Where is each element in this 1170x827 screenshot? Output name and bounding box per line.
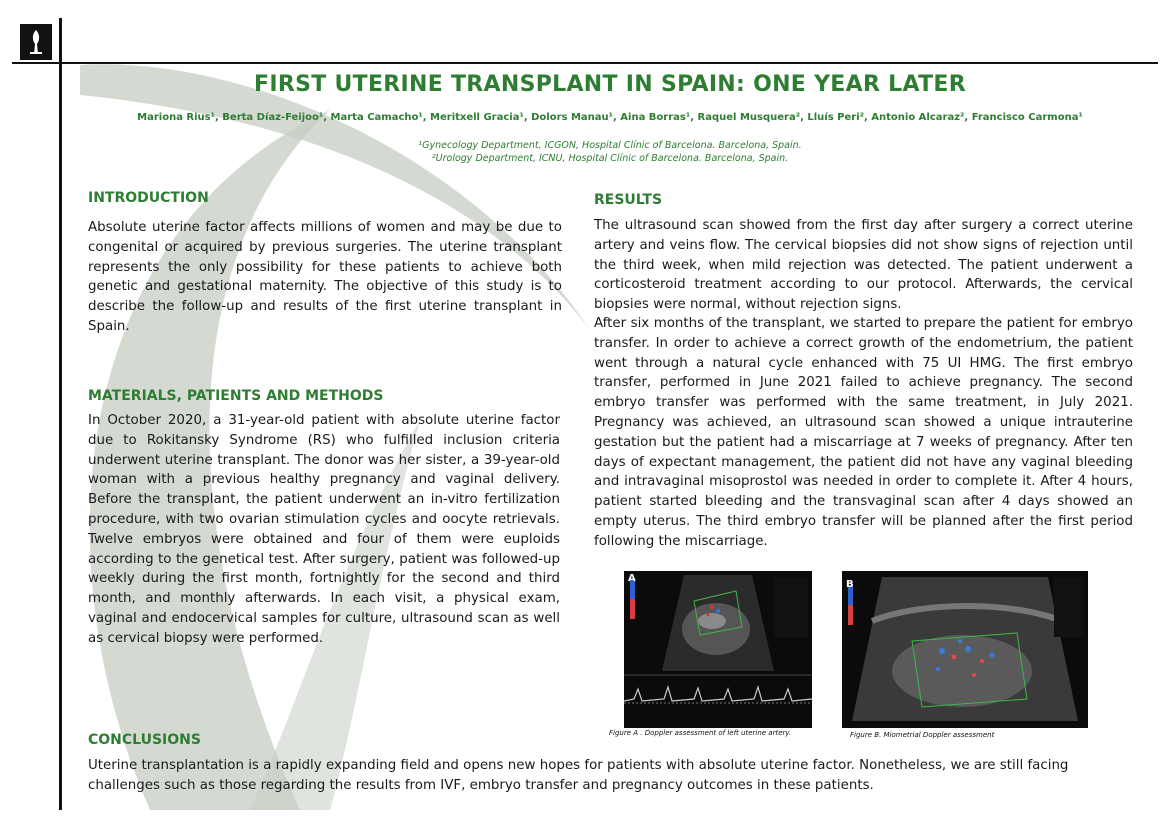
ultrasound-b-graphic (842, 571, 1088, 728)
affiliation-1: ¹Gynecology Department, ICGON, Hospital Clínic of Barcelona. Barcelona, Spain. (418, 140, 802, 151)
figure-b-caption: Figure B. Miometrial Doppler assessment (850, 731, 995, 739)
methods-heading: MATERIALS, PATIENTS AND METHODS (88, 388, 384, 404)
results-heading: RESULTS (594, 192, 663, 208)
results-text-1: The ultrasound scan showed from the first day after surgery a correct uterine artery and veins flow. The cervical biopsies did not show signs of rejection until the third week, when mild rejection was detected. The patient underwent a corticosteroid treatment according to our protocol. Afterwards, the cervical biopsies were normal, without rejection signs. (594, 218, 1133, 313)
introduction-text: Absolute uterine factor affects millions of women and may be due to congenital or acquired by previous surgeries. The uterine transplant represents the only possibility for these patients to achieve both genetic and gestational maternity. The objective of this study is to describe the follow-up and results of the first uterine transplant in Spain. (88, 220, 562, 334)
results-text-2: After six months of the transplant, we started to prepare the patient for embryo transfer. In order to achieve a correct growth of the endometrium, the patient went through a natural cycle enhanced with 75 UI HMG. The first embryo transfer, performed in June 2021 failed to achieve pregnancy. The second embryo transfer was performed with the same treatment, in July 2021. Pregnancy was achieved, an ultrasound scan showed a unique intrauterine gestation but the patient had a miscarriage at 7 weeks of pregnancy. After ten days of expectant management, the patient did not have any vaginal bleeding and intravaginal misoprostol was needed in order to complete it. After 4 hours, patient started bleeding and the transvaginal scan after 4 days showed an empty uterus. The third embryo transfer will be planned after the first period following the miscarriage. (594, 316, 1133, 549)
affiliation-2: ²Urology Department, ICNU, Hospital Clínic of Barcelona. Barcelona, Spain. (431, 153, 789, 164)
logo-emblem-icon (26, 28, 46, 56)
frame-horizontal-line (12, 62, 1158, 64)
figure-b-letter: B (846, 579, 854, 590)
institution-logo (20, 24, 52, 60)
methods-text: In October 2020, a 31-year-old patient with absolute uterine factor due to Rokitansky Syndrome (RS) who fulfilled inclusion criteria underwent uterine transplant. The donor was her sister, a 39-year-old woman with a previous healthy pregnancy and vaginal delivery. Before the transplant, the patient underwent an in-vitro fertilization procedure, with two ovarian stimulation cycles and oocyte retrievals. Twelve embryos were obtained and four of them were euploids according to the genetical test. After surgery, patient was followed-up weekly during the first month, fortnightly for the second and third month, and monthly afterwards. In each visit, a physical exam, vaginal and endocervical samples for culture, ultrasound scan as well as cervical biopsy were performed. (88, 413, 560, 646)
conclusions-text: Uterine transplantation is a rapidly expanding field and opens new hopes for patients with absolute uterine factor. Nonetheless, we are still facing challenges such as those regarding the results from IVF, embryo transfer and pregnancy outcomes in these patients. (88, 758, 1069, 793)
poster-title: FIRST UTERINE TRANSPLANT IN SPAIN: ONE YEAR LATER (254, 72, 966, 97)
figure-a-doppler-image (624, 571, 812, 728)
conclusions-heading: CONCLUSIONS (88, 732, 201, 748)
figure-a-caption: Figure A . Doppler assessment of left uterine artery. (609, 729, 792, 737)
figure-b-doppler-image (842, 571, 1088, 728)
introduction-heading: INTRODUCTION (88, 190, 209, 206)
ultrasound-a-graphic (624, 571, 812, 728)
frame-vertical-line (59, 18, 62, 810)
figure-a-letter: A (628, 573, 636, 584)
author-list: Mariona Rius¹, Berta Díaz-Feijoo¹, Marta Camacho¹, Meritxell Gracia¹, Dolors Manau¹, Aina Borras¹, Raquel Musquera², Lluís Peri², Antonio Alcaraz², Francisco Carmona¹ (137, 112, 1083, 123)
